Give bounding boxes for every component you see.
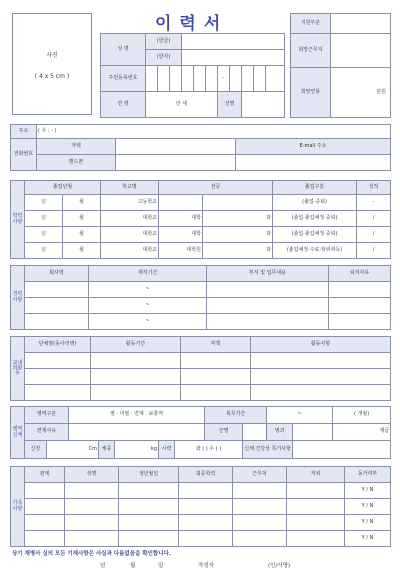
career-period[interactable]: ~: [89, 314, 207, 330]
height-field[interactable]: Cm: [47, 441, 99, 459]
family-cohabit-toggle[interactable]: Y / N: [345, 515, 391, 531]
edu-major-college[interactable]: 대학: [159, 227, 203, 243]
activity-detail[interactable]: [251, 385, 391, 401]
career-header-reason: 퇴직사유: [329, 266, 391, 282]
edu-major-dept[interactable]: 과: [203, 227, 273, 243]
field-input[interactable]: [331, 14, 391, 34]
field-label: 지원부분: [291, 14, 331, 34]
activity-club[interactable]: [25, 353, 91, 369]
career-dept[interactable]: [207, 314, 329, 330]
career-dept[interactable]: [207, 282, 329, 298]
career-company[interactable]: [25, 314, 89, 330]
edu-header-status: 졸업구분: [273, 181, 357, 195]
edu-major-dept[interactable]: 과: [203, 243, 273, 259]
rrn-digit[interactable]: [230, 66, 242, 92]
rrn-digit[interactable]: [158, 66, 170, 92]
rank-field[interactable]: [293, 424, 333, 441]
military-table: [10, 406, 391, 459]
career-company[interactable]: [25, 298, 89, 314]
email-field[interactable]: [236, 155, 391, 171]
home-phone-label: 자택: [37, 139, 116, 155]
weight-field[interactable]: kg: [115, 441, 159, 459]
edu-school[interactable]: 대학교: [101, 211, 159, 227]
application-table: [290, 13, 391, 118]
exempt-field[interactable]: [69, 424, 205, 441]
family-workplace[interactable]: [233, 531, 287, 547]
activity-club[interactable]: [25, 385, 91, 401]
family-cohabit-toggle[interactable]: Y / N: [345, 483, 391, 499]
photo-box[interactable]: [12, 13, 92, 115]
career-header-period: 재직기간: [89, 266, 207, 282]
family-workplace[interactable]: [233, 483, 287, 499]
email-label: E-mail 주소: [236, 139, 391, 155]
family-header-position: 직위: [287, 467, 345, 483]
family-name[interactable]: [65, 531, 119, 547]
career-section-label: 경력사항: [11, 266, 25, 330]
family-position[interactable]: [287, 515, 345, 531]
career-reason[interactable]: [329, 282, 391, 298]
korean-name-field[interactable]: [182, 34, 285, 50]
family-section-label: 가족사항: [11, 467, 25, 547]
page-title: 이력서: [155, 14, 229, 34]
career-dept[interactable]: [207, 298, 329, 314]
activity-detail[interactable]: [251, 353, 391, 369]
salary-label: 희망연봉: [291, 68, 331, 118]
worktype-label: 희망근무지: [291, 34, 331, 68]
military-section-label: 병역신체: [11, 407, 25, 459]
branch-label: 군별: [205, 424, 243, 441]
edu-major-dept[interactable]: 과: [203, 211, 273, 227]
edu-major-college[interactable]: 대학: [159, 211, 203, 227]
rrn-label: 주민등록번호: [101, 66, 146, 92]
activity-table: [10, 336, 391, 401]
family-position[interactable]: [287, 483, 345, 499]
family-header-birth: 생년월일: [119, 467, 179, 483]
photo-size: ( 4 x 5 cm ): [34, 73, 70, 80]
edu-year[interactable]: 년: [25, 243, 63, 259]
health-label: 신체 건강상 특기사항: [243, 441, 293, 459]
basic-info-table: [100, 33, 285, 118]
height-label: 신장: [25, 441, 47, 459]
salary-input[interactable]: 만원: [331, 68, 391, 118]
rrn-digit[interactable]: [206, 66, 218, 92]
date-year: 년: [100, 563, 106, 569]
activity-header-role: 직책: [181, 337, 251, 353]
activity-period[interactable]: [91, 369, 181, 385]
address-label: 주소: [11, 125, 37, 139]
period-months[interactable]: ( 개월): [333, 407, 391, 424]
activity-header-period: 활동기간: [91, 337, 181, 353]
age-field[interactable]: 만 세: [146, 92, 218, 118]
activity-detail[interactable]: [251, 369, 391, 385]
rrn-digit[interactable]: [194, 66, 206, 92]
period-label: 복무기간: [205, 407, 267, 424]
rrn-digit[interactable]: [266, 66, 285, 92]
family-position[interactable]: [287, 531, 345, 547]
activity-role[interactable]: [181, 353, 251, 369]
career-header-company: 회사명: [25, 266, 89, 282]
korean-name-label: (한글): [146, 34, 182, 50]
edu-month[interactable]: 월: [63, 195, 101, 211]
education-section-label: 학력사항: [11, 181, 25, 259]
rrn-dash: -: [218, 66, 230, 92]
family-relation[interactable]: [25, 531, 65, 547]
branch-field[interactable]: [243, 424, 267, 441]
family-header-name: 성명: [65, 467, 119, 483]
career-header-dept: 부서 및 업무내용: [207, 266, 329, 282]
family-header-education: 최종학력: [179, 467, 233, 483]
edu-grade[interactable]: /: [357, 211, 391, 227]
gender-field[interactable]: [242, 92, 285, 118]
family-education[interactable]: [179, 499, 233, 515]
family-header-relation: 관계: [25, 467, 65, 483]
family-workplace[interactable]: [233, 499, 287, 515]
edu-year[interactable]: 년: [25, 227, 63, 243]
edu-header-major: 전공: [159, 181, 273, 195]
career-period[interactable]: ~: [89, 282, 207, 298]
edu-month[interactable]: 월: [63, 243, 101, 259]
edu-major-dept[interactable]: [203, 195, 273, 211]
signature-field[interactable]: (인/서명): [268, 563, 291, 569]
gender-label: 성별: [218, 92, 242, 118]
family-relation[interactable]: [25, 499, 65, 515]
edu-year[interactable]: 년: [25, 195, 63, 211]
writer-label: 작성자: [198, 563, 214, 569]
rank-label: 병과: [267, 424, 293, 441]
family-name[interactable]: [65, 483, 119, 499]
worktype-input[interactable]: [331, 34, 391, 68]
activity-club[interactable]: [25, 369, 91, 385]
edu-year[interactable]: 년: [25, 211, 63, 227]
date-day: 일: [158, 563, 164, 569]
weight-label: 체중: [99, 441, 115, 459]
edu-grade[interactable]: /: [357, 243, 391, 259]
phone-label: 전화번호: [11, 139, 37, 171]
family-birth[interactable]: [119, 499, 179, 515]
edu-header-school: 학교명: [101, 181, 159, 195]
vision-field[interactable]: 좌 ( ) 우 ( ): [175, 441, 243, 459]
activity-header-club: 단체명(동아리명): [25, 337, 91, 353]
family-name[interactable]: [65, 515, 119, 531]
family-relation[interactable]: [25, 515, 65, 531]
rrn-digit[interactable]: [170, 66, 182, 92]
edu-major-college[interactable]: 대학원: [159, 243, 203, 259]
rrn-digit[interactable]: [182, 66, 194, 92]
edu-major-college[interactable]: [159, 195, 203, 211]
edu-header-date: 졸업년월: [25, 181, 101, 195]
service-label: 병역구분: [25, 407, 69, 424]
education-table: [10, 180, 391, 259]
edu-status[interactable]: (졸업·중퇴): [273, 195, 357, 211]
edu-status[interactable]: (졸업예정·수료·학위취득): [273, 243, 357, 259]
activity-period[interactable]: [91, 353, 181, 369]
hanja-name-label: (한자): [146, 50, 182, 66]
career-period[interactable]: ~: [89, 298, 207, 314]
edu-school[interactable]: 대학교: [101, 243, 159, 259]
family-position[interactable]: [287, 499, 345, 515]
address-field[interactable]: ( 우 : - ): [37, 125, 391, 139]
activity-header-detail: 활동사항: [251, 337, 391, 353]
age-label: 연 령: [101, 92, 146, 118]
family-cohabit-toggle[interactable]: Y / N: [345, 531, 391, 547]
family-header-cohabit: 동거여부: [345, 467, 391, 483]
health-field[interactable]: [293, 441, 391, 459]
period-start[interactable]: ~: [267, 407, 333, 424]
career-reason[interactable]: [329, 298, 391, 314]
family-relation[interactable]: [25, 483, 65, 499]
family-birth[interactable]: [119, 515, 179, 531]
edu-grade[interactable]: /: [357, 227, 391, 243]
edu-school[interactable]: 고등학교: [101, 195, 159, 211]
edu-header-grade: 성적: [357, 181, 391, 195]
edu-month[interactable]: 월: [63, 227, 101, 243]
grade-label: 계급: [333, 424, 391, 441]
home-phone-field[interactable]: [116, 139, 236, 155]
edu-school[interactable]: 대학교: [101, 227, 159, 243]
edu-month[interactable]: 월: [63, 211, 101, 227]
rrn-digit[interactable]: [254, 66, 266, 92]
family-name[interactable]: [65, 499, 119, 515]
confirmation-statement: 상기 재병사 실의 모든 기재사항은 사실과 다름없음을 확인합니다.: [12, 551, 171, 557]
mobile-field[interactable]: [116, 155, 236, 171]
edu-grade[interactable]: -: [357, 195, 391, 211]
hanja-name-field[interactable]: [182, 50, 285, 66]
vision-label: 시력: [159, 441, 175, 459]
rrn-digit[interactable]: [242, 66, 254, 92]
exempt-label: 면제사유: [25, 424, 69, 441]
activity-role[interactable]: [181, 369, 251, 385]
date-month: 월: [130, 563, 136, 569]
family-education[interactable]: [179, 515, 233, 531]
family-birth[interactable]: [119, 531, 179, 547]
rrn-digit[interactable]: [146, 66, 158, 92]
edu-status[interactable]: (졸업·졸업예정·중퇴): [273, 211, 357, 227]
photo-label: 사진: [46, 52, 58, 59]
family-cohabit-toggle[interactable]: Y / N: [345, 499, 391, 515]
family-header-workplace: 근무처: [233, 467, 287, 483]
activity-role[interactable]: [181, 385, 251, 401]
career-company[interactable]: [25, 282, 89, 298]
family-table: [10, 466, 391, 547]
career-table: [10, 265, 391, 330]
career-reason[interactable]: [329, 314, 391, 330]
mobile-label: 핸드폰: [37, 155, 116, 171]
family-workplace[interactable]: [233, 515, 287, 531]
service-field[interactable]: 필 · 미필 · 면제 · 보충역: [69, 407, 205, 424]
activity-period[interactable]: [91, 385, 181, 401]
contact-table: [10, 124, 391, 171]
family-birth[interactable]: [119, 483, 179, 499]
family-education[interactable]: [179, 531, 233, 547]
activity-section-label: 교내외활동: [11, 337, 25, 401]
family-education[interactable]: [179, 483, 233, 499]
name-label: 성 명: [101, 34, 146, 66]
edu-status[interactable]: (졸업·졸업예정·중퇴): [273, 227, 357, 243]
